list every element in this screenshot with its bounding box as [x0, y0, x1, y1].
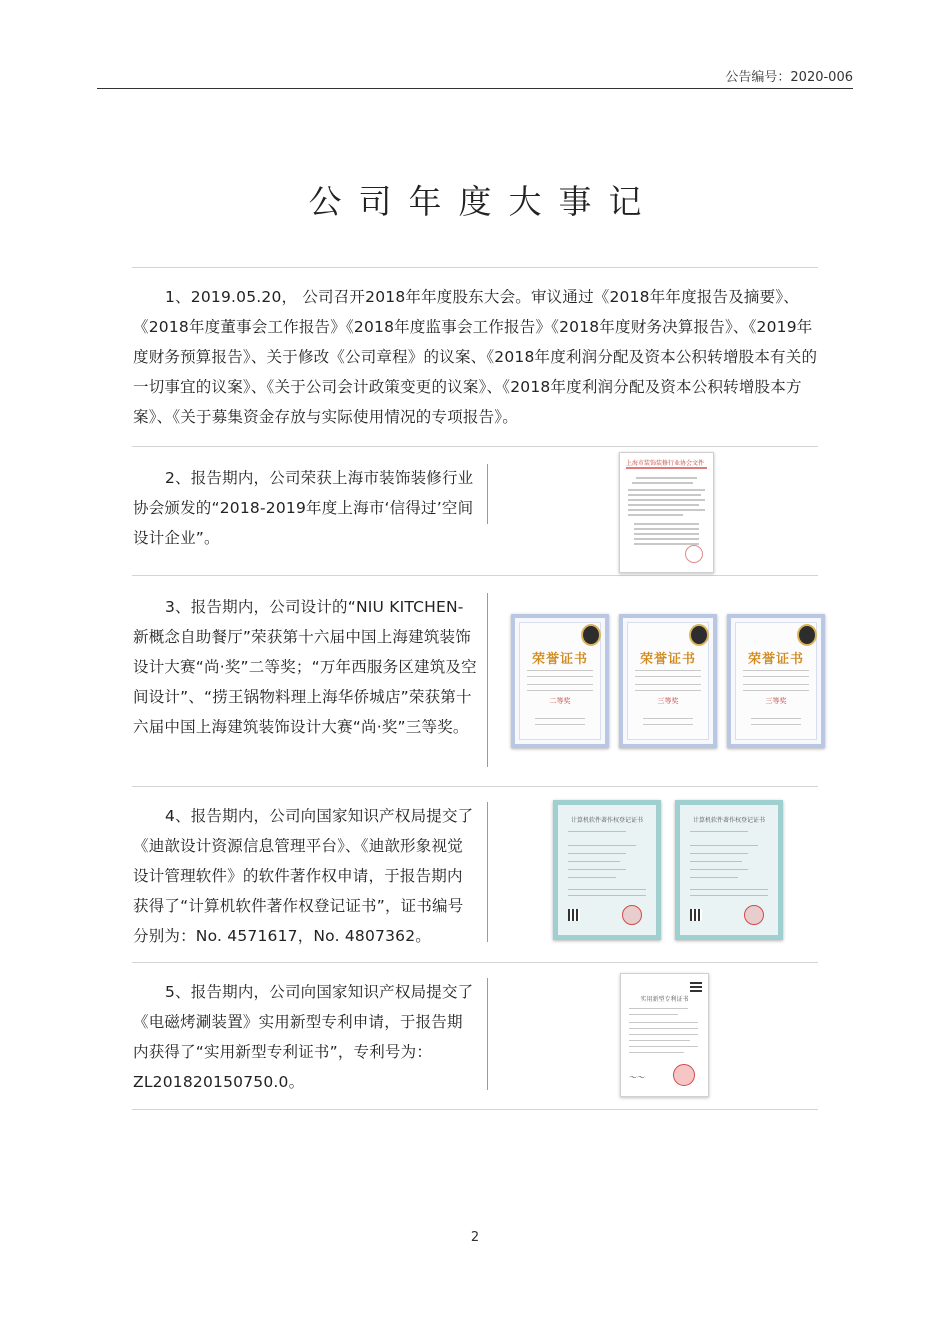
- award-level: 三等奖: [765, 697, 787, 705]
- signature-mark: 〜〜: [629, 1073, 645, 1082]
- software-copyright-certificate-2: [675, 800, 783, 940]
- event-4-divider: [487, 802, 488, 942]
- seal-icon: [673, 1064, 695, 1086]
- separator-1: [132, 446, 818, 447]
- honor-certificate-1: [511, 614, 609, 748]
- qr-code-icon: [690, 909, 702, 921]
- event-1-text: 1、2019.05.20， 公司召开2018年年度股东大会。审议通过《2018年年度报告及摘要》、《2018年度董事会工作报告》《2018年度监事会工作报告》《2018年度财务决算报告》、《2019年度财务预算报告》、关于修改《公司章程》的议案、《2018年度利润分配及资本公积转增股本有关的一切事宜的议案》、《关于公司会计政策变更的议案》、《2018年度利润分配及资本公积转增股本方案》、《关于募集资金存放与实际使用情况的专项报告》。: [133, 288, 818, 426]
- certificate-title: 荣誉证书: [531, 652, 588, 667]
- event-5-text: 5、报告期内，公司向国家知识产权局提交了《电磁烤涮装置》实用新型专利申请，于报告期内获得了“实用新型专利证书”，专利号为：ZL201820150750.0。: [133, 983, 474, 1091]
- certificate-title: 荣誉证书: [747, 652, 804, 667]
- separator-top: [132, 267, 818, 268]
- separator-2: [132, 575, 818, 576]
- event-3-divider: [487, 593, 488, 767]
- separator-5: [132, 1109, 818, 1110]
- event-3-text: 3、报告期内，公司设计的“NIU KITCHEN-新概念自助餐厅”荣获第十六届中国上海建筑装饰设计大赛“尚·奖”二等奖；“万年西服务区建筑及空间设计”、“捞王锅物料理上海华侨城店”荣获第十六届中国上海建筑装饰设计大赛“尚·奖”三等奖。: [133, 598, 477, 736]
- qr-code-icon: [690, 980, 702, 992]
- patent-certificate-image: [620, 973, 709, 1097]
- award-level: 二等奖: [549, 697, 571, 705]
- page-number: 2: [470, 1230, 480, 1245]
- event-2-divider: [487, 464, 488, 524]
- separator-4: [132, 962, 818, 963]
- event-4-text: 4、报告期内，公司向国家知识产权局提交了《迪歆设计资源信息管理平台》、《迪歆形象视觉设计管理软件》的软件著作权申请，于报告期内获得了“计算机软件著作权登记证书”，证书编号分别为：No. 4571617，No. 4807362。: [133, 807, 474, 945]
- certificate-title: 计算机软件著作权登记证书: [692, 817, 765, 824]
- honor-certificate-3: [727, 614, 825, 748]
- ribbon-icon: [797, 624, 817, 646]
- document-header-text: 上海市装饰装修行业协会文件: [626, 460, 705, 467]
- announcement-number: 公告编号：2020-006: [725, 70, 853, 85]
- seal-icon: [622, 905, 642, 925]
- separator-3: [132, 786, 818, 787]
- honor-certificate-2: [619, 614, 717, 748]
- header-rule: [97, 88, 853, 89]
- event-2-text: 2、报告期内，公司荣获上海市装饰装修行业协会颁发的“2018-2019年度上海市‘信得过’空间设计企业”。: [133, 469, 474, 547]
- seal-icon: [744, 905, 764, 925]
- software-copyright-certificate-1: [553, 800, 661, 940]
- qr-code-icon: [568, 909, 580, 921]
- certificate-title: 计算机软件著作权登记证书: [570, 817, 643, 824]
- award-level: 三等奖: [657, 697, 679, 705]
- ribbon-icon: [581, 624, 601, 646]
- ribbon-icon: [689, 624, 709, 646]
- event-5-divider: [487, 978, 488, 1090]
- page-title: 公司年度大事记: [308, 182, 659, 221]
- association-document-image: [619, 452, 714, 573]
- certificate-title: 实用新型专利证书: [640, 996, 689, 1003]
- certificate-title: 荣誉证书: [639, 652, 696, 667]
